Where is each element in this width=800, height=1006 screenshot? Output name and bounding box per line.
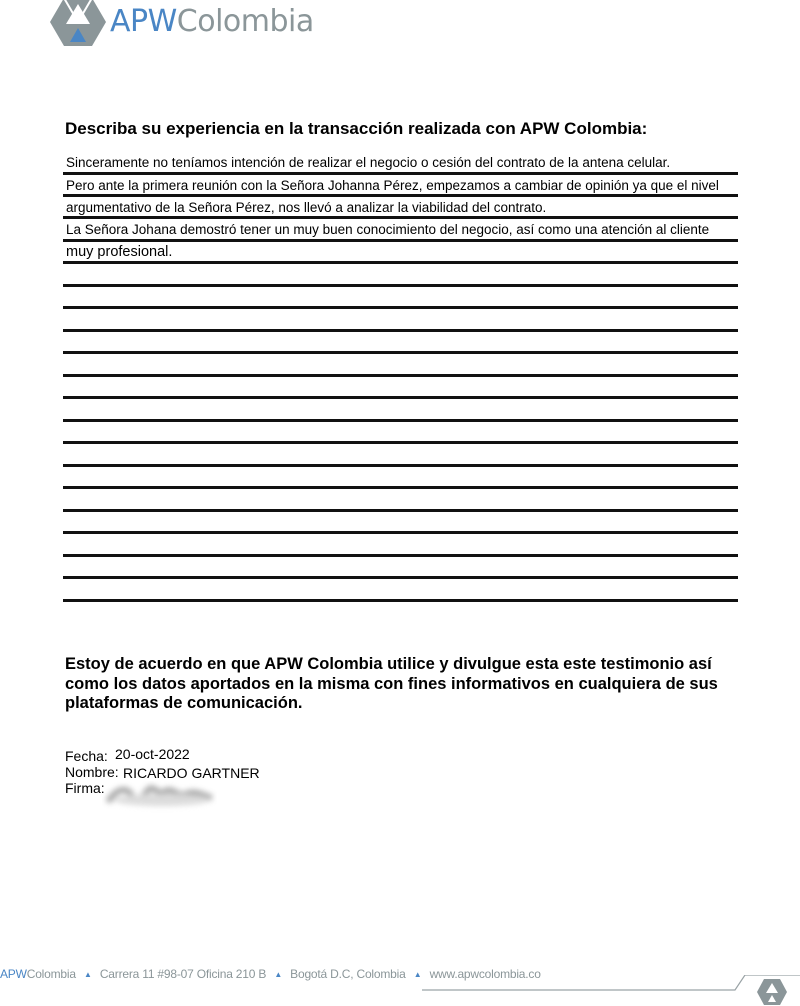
footer-website[interactable]: www.apwcolombia.co (429, 967, 541, 981)
consent-statement: Estoy de acuerdo en que APW Colombia utilice y divulgue esta este testimonio así como los datos aportados en la misma con fines informativos en cualquiera de sus plataformas de comunicación. (65, 655, 718, 712)
ruled-line (63, 351, 738, 354)
firma-label: Firma: (65, 780, 105, 796)
question-heading: Describa su experiencia en la transacción realizada con APW Colombia: (65, 119, 648, 138)
footer-separator-icon: ▲ (413, 970, 422, 979)
answer-line-3: argumentativo de la Señora Pérez, nos llevó a analizar la viabilidad del contrato. (66, 200, 547, 215)
fecha-value: 20-oct-2022 (115, 746, 190, 762)
footer-brand-primary: APW (0, 967, 27, 981)
ruled-line (63, 284, 738, 287)
ruled-line (63, 216, 738, 219)
signature-image (102, 776, 217, 816)
ruled-line (63, 194, 738, 197)
logo-brand-primary: APW (110, 4, 177, 39)
ruled-line (63, 509, 738, 512)
ruled-line (63, 261, 738, 264)
ruled-line (63, 396, 738, 399)
footer-brand-secondary: Colombia (26, 967, 76, 981)
logo-mark-icon (50, 0, 106, 50)
ruled-line (63, 576, 738, 579)
footer-city: Bogotá D.C, Colombia (290, 967, 406, 981)
ruled-line (63, 554, 738, 557)
fecha-label: Fecha: (65, 748, 108, 764)
answer-line-5: muy profesional. (66, 244, 173, 260)
footer-address: Carrera 11 #98-07 Oficina 210 B (99, 967, 267, 981)
ruled-line (63, 374, 738, 377)
ruled-line (63, 486, 738, 489)
footer-separator-icon: ▲ (83, 970, 92, 979)
footer-separator-icon: ▲ (274, 970, 283, 979)
ruled-line (63, 306, 738, 309)
ruled-line (63, 464, 738, 467)
ruled-line (63, 441, 738, 444)
ruled-line (63, 531, 738, 534)
ruled-line (63, 172, 738, 175)
footer-divider (0, 975, 800, 995)
logo-brand-secondary: Colombia (176, 4, 314, 39)
answer-line-2: Pero ante la primera reunión con la Señora Johanna Pérez, empezamos a cambiar de opinión ya que el nivel (66, 178, 719, 193)
answer-line-4: La Señora Johana demostró tener un muy buen conocimiento del negocio, así como una atención al cliente (66, 222, 710, 237)
nombre-label: Nombre: (65, 764, 119, 780)
nombre-value: RICARDO GARTNER (123, 765, 260, 781)
ruled-line (63, 329, 738, 332)
logo-wordmark (110, 4, 314, 39)
ruled-line (63, 239, 738, 242)
footer-logo-icon (756, 978, 788, 1006)
ruled-line (63, 419, 738, 422)
answer-line-1: Sinceramente no teníamos intención de realizar el negocio o cesión del contrato de la antena celular. (66, 155, 671, 170)
ruled-line (63, 599, 738, 602)
